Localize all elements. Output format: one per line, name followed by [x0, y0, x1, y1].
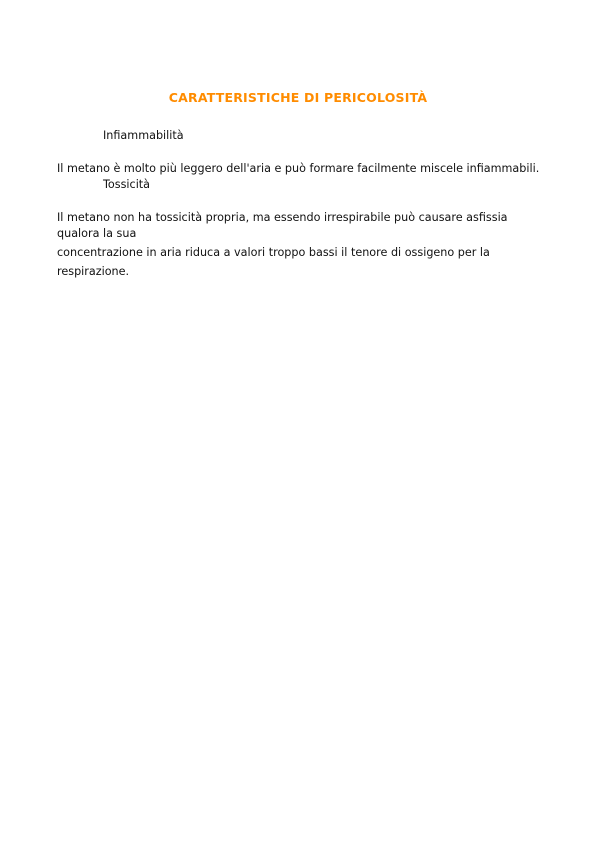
toxicity-paragraph-line: respirazione. — [57, 265, 130, 278]
toxicity-paragraph-line: concentrazione in aria riduca a valori troppo bassi il tenore di ossigeno per la — [57, 246, 490, 259]
flammability-paragraph-line: Il metano è molto più leggero dell'aria e può formare facilmente miscele infiammabili. — [57, 162, 540, 175]
section-heading-flammability: Infiammabilità — [103, 129, 184, 142]
toxicity-paragraph-line: Il metano non ha tossicità propria, ma essendo irrespirabile può causare asfissia — [57, 211, 508, 224]
section-heading-toxicity: Tossicità — [103, 178, 151, 191]
page-title: CARATTERISTICHE DI PERICOLOSITÀ — [168, 90, 428, 105]
toxicity-paragraph-line: qualora la sua — [57, 227, 137, 240]
